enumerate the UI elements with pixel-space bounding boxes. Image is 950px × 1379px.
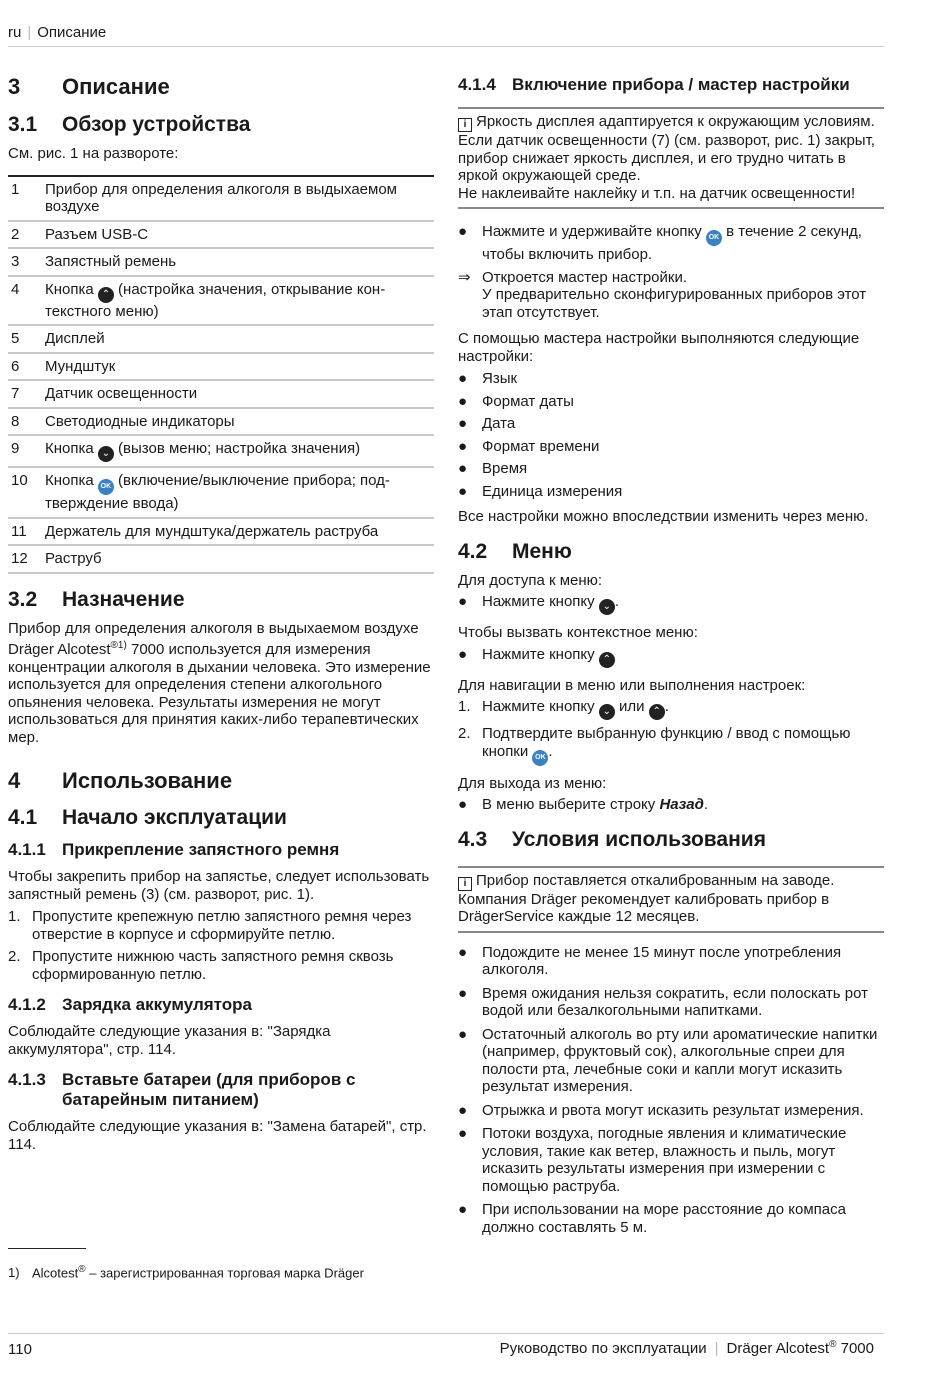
info-calibration: i Прибор поставляется откалиброванным на заводе. Компания Dräger рекомендует калибровать прибор в DrägerService каждые 12 месяцев.: [458, 866, 884, 933]
ok-button-icon: OK: [532, 750, 548, 766]
list-item: ● Формат времени: [458, 437, 600, 455]
conditions-list: [458, 944, 884, 1237]
wizard-list: [458, 370, 884, 500]
header-lang: ru: [8, 24, 22, 41]
list-item: ● При использовании на море расстояние до компаса должно составлять 5 м.: [458, 1201, 846, 1236]
header-divider: [8, 46, 884, 47]
info-icon: i: [458, 877, 472, 891]
menu-access-intro: Для доступа к меню:: [458, 571, 603, 589]
footnote-divider: [8, 1248, 86, 1249]
exit-intro: Для выхода из меню:: [458, 774, 607, 792]
navigation-step-1: 1. Нажмите кнопку ⌄ или ⌃ .: [458, 698, 884, 720]
table-row: 4 Кнопка ⌃ (настройка значения, открывание кон-текстного меню): [8, 277, 434, 327]
strap-intro: Чтобы закрепить прибор на запястье, следует использовать запястный ремень (3) (см. разворот, рис. 1).: [8, 868, 430, 903]
up-button-icon: ⌃: [98, 287, 114, 303]
down-button-icon: ⌄: [98, 446, 114, 462]
right-column: [458, 70, 884, 1236]
table-row: 2 Разъем USB-C: [8, 222, 434, 250]
heading-4-2: 4.2 Меню: [458, 539, 572, 563]
list-item: ● Формат даты: [458, 392, 574, 410]
list-item: 1. Пропустите крепежную петлю запястного ремня через отверстие в корпусе и сформируйте петлю.: [8, 908, 412, 943]
heading-3-1: 3.1 Обзор устройства: [8, 113, 251, 136]
heading-3: 3 Описание: [8, 74, 170, 99]
table-row: 7 Датчик освещенности: [8, 381, 434, 409]
overview-intro: См. рис. 1 на развороте:: [8, 145, 179, 162]
table-row: 12 Раструб: [8, 546, 434, 574]
batteries-text: Соблюдайте следующие указания в: "Замена батарей", стр. 114.: [8, 1118, 427, 1153]
table-row: 5 Дисплей: [8, 326, 434, 354]
page-number: 110: [8, 1341, 32, 1358]
step-result: ⇒ Откроется мастер настройки. У предварительно сконфигурированных приборов этот этап отсутствует.: [458, 268, 867, 321]
list-item: ● Дата: [458, 415, 516, 432]
page-header: ru | Описание: [8, 24, 107, 41]
ok-button-icon: OK: [706, 230, 722, 246]
heading-4-1-2: 4.1.2 Зарядка аккумулятора: [8, 995, 252, 1014]
heading-4-1-1: 4.1.1 Прикрепление запястного ремня: [8, 840, 340, 859]
table-row: 11 Держатель для мундштука/держатель раструба: [8, 519, 434, 547]
wizard-outro: Все настройки можно впоследствии изменить через меню.: [458, 508, 869, 525]
exit-step: ● В меню выберите строку Назад.: [458, 796, 709, 813]
list-item: 2. Пропустите нижнюю часть запястного ремня сквозь сформированную петлю.: [8, 948, 394, 983]
parts-table: [8, 175, 434, 574]
left-column: [8, 70, 434, 1153]
down-button-icon: ⌄: [599, 599, 615, 615]
up-button-icon: ⌃: [649, 704, 665, 720]
table-row: 3 Запястный ремень: [8, 249, 434, 277]
purpose-text: Прибор для определения алкоголя в выдыхаемом воздухе Dräger Alcotest$^{®1)}$ 7000 используется для измерения концентрации алкоголя в дыхании человека. Это измерение используется для определения степени алкогольного опьянения человека. Результаты измерения не могут использоваться для принятия каких-либо терапевтических мер.: [8, 619, 431, 746]
heading-4-1-4: 4.1.4 Включение прибора / мастер настройки: [458, 75, 850, 94]
heading-4-3: 4.3 Условия использования: [458, 827, 766, 851]
list-item: ● Потоки воздуха, погодные явления и климатические условия, такие как ветер, влажность и пыль, могут исказить результаты измерения при измерении с помощью раструба.: [458, 1125, 847, 1195]
heading-3-2: 3.2 Назначение: [8, 587, 185, 611]
menu-access-step: ● Нажмите кнопку ⌄ .: [458, 593, 884, 615]
strap-steps: [8, 908, 434, 983]
table-row: 8 Светодиодные индикаторы: [8, 409, 434, 437]
table-row: 6 Мундштук: [8, 354, 434, 382]
heading-4-1-3: 4.1.3 Вставьте батареи (для приборов с батарейным питанием): [8, 1070, 356, 1109]
footer-title: Руководство по эксплуатации | Dräger Alcotest® 7000: [499, 1339, 874, 1357]
footnote: 1) Alcotest® – зарегистрированная торговая марка Dräger: [8, 1264, 364, 1281]
list-item: ● Время: [458, 460, 528, 477]
heading-4-1: 4.1 Начало эксплуатации: [8, 806, 287, 829]
list-item: ● Время ожидания нельзя сократить, если полоскать рот водой или безалкогольными напитками.: [458, 984, 869, 1019]
table-row: 9 Кнопка ⌄ (вызов меню; настройка значения): [8, 436, 434, 468]
step-power-on: ● Нажмите и удерживайте кнопку OK в течение 2 секунд, чтобы включить прибор.: [458, 223, 862, 263]
wizard-intro: С помощью мастера настройки выполняются следующие настройки:: [458, 330, 860, 365]
list-item: ● Язык: [458, 370, 518, 387]
charging-text: Соблюдайте следующие указания в: "Зарядка аккумулятора", стр. 114.: [8, 1023, 331, 1058]
list-item: ● Остаточный алкоголь во рту или ароматические напитки (например, фруктовый сок), алкогольные спреи для полости рта, лечебные соки и капли могут исказить результат измерения.: [458, 1025, 878, 1095]
info-brightness: i Яркость дисплея адаптируется к окружающим условиям. Если датчик освещенности (7) (см. разворот, рис. 1) закрыт, прибор снижает яркость дисплея, и его трудно читать в яркой окружающей среде. Не наклеивайте наклейку и т.п. на датчик освещенности!: [458, 107, 884, 209]
ok-button-icon: OK: [98, 479, 114, 495]
list-item: ● Единица измерения: [458, 482, 623, 500]
navigation-intro: Для навигации в меню или выполнения настроек:: [458, 676, 806, 694]
navigation-step-2: 2. Подтвердите выбранную функцию / ввод с помощью кнопки OK .: [458, 725, 884, 766]
table-row: 1 Прибор для определения алкоголя в выдыхаемом воздухе: [8, 177, 434, 222]
up-button-icon: ⌃: [599, 652, 615, 668]
footer-divider: [8, 1333, 884, 1334]
context-menu-intro: Чтобы вызвать контекстное меню:: [458, 624, 698, 641]
heading-4: 4 Использование: [8, 768, 233, 793]
table-row: 10 Кнопка OK (включение/выключение прибора; под-тверждение ввода): [8, 468, 434, 519]
context-menu-step: ● Нажмите кнопку ⌃: [458, 646, 884, 668]
header-section: Описание: [37, 24, 107, 41]
list-item: ● Отрыжка и рвота могут исказить результат измерения.: [458, 1101, 864, 1119]
list-item: ● Подождите не менее 15 минут после употребления алкоголя.: [458, 943, 842, 978]
info-icon: i: [458, 118, 472, 132]
down-button-icon: ⌄: [599, 704, 615, 720]
